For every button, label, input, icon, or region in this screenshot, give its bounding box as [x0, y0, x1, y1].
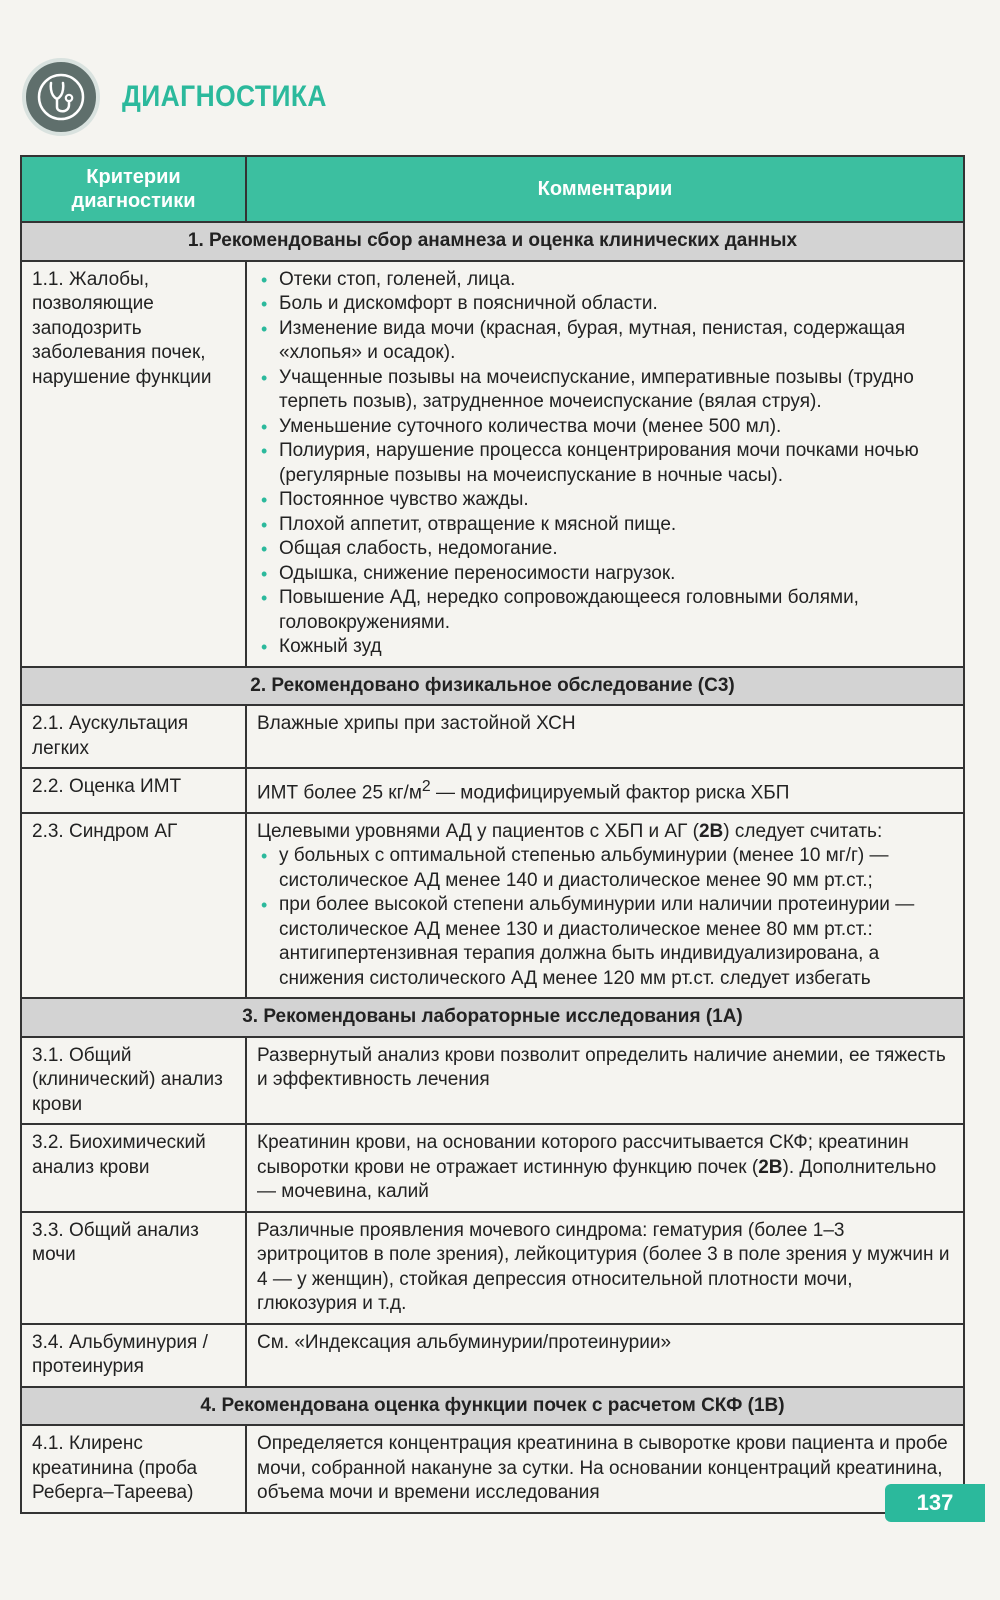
list-item: • Отеки стоп, голеней, лица. — [257, 268, 953, 293]
comment-cell: Влажные хрипы при застойной ХСН — [246, 705, 964, 768]
comment-cell: Различные проявления мочевого синдрома: гематурия (более 1–3 эритроцитов в поле зрения), лейкоцитурия (более 3 в поле зрения у мужчин и 4 — у женщин), стойкая депрессия относительной плотности мочи, глюкозурия и т.д. — [246, 1212, 964, 1324]
section-row — [21, 667, 964, 706]
table-row — [21, 1425, 964, 1513]
comment-text: ИМТ более 25 кг/м — [257, 782, 422, 804]
table-row — [21, 1124, 964, 1212]
section-title: 3. Рекомендованы лабораторные исследования (1А) — [21, 998, 964, 1037]
diagnostics-table — [20, 155, 965, 1514]
section-title: 1. Рекомендованы сбор анамнеза и оценка клинических данных — [21, 222, 964, 261]
list-item: • Учащенные позывы на мочеиспускание, императивные позывы (трудно терпеть позыв), затрудненное мочеиспускание (вялая струя). — [257, 366, 953, 415]
section-row — [21, 222, 964, 261]
column-header-criteria: Критерии диагностики — [21, 156, 246, 222]
list-item: • Общая слабость, недомогание. — [257, 537, 953, 562]
list-item: • Повышение АД, нередко сопровождающееся головными болями, головокружениями. — [257, 586, 953, 635]
table-row — [21, 261, 964, 667]
evidence-level: 2В — [758, 1156, 783, 1178]
comment-cell — [246, 813, 964, 999]
column-header-comments: Комментарии — [246, 156, 964, 222]
list-item: • Боль и дискомфорт в поясничной области. — [257, 292, 953, 317]
comment-cell: См. «Индексация альбуминурии/протеинурии» — [246, 1324, 964, 1387]
comment-text: Целевыми уровнями АД у пациентов с ХБП и АГ ( — [257, 820, 699, 842]
criterion-cell: 3.3. Общий анализ мочи — [21, 1212, 246, 1324]
bullet-list — [257, 844, 953, 991]
page-header — [22, 52, 622, 142]
comment-text: Креатинин крови, на основании которого рассчитывается СКФ; креатинин сыворотки крови не отражает истинную функцию почек ( — [257, 1132, 909, 1178]
criterion-cell: 4.1. Клиренс креатинина (проба Реберга–Тареева) — [21, 1425, 246, 1513]
comment-cell — [246, 768, 964, 813]
section-title: 4. Рекомендована оценка функции почек с расчетом СКФ (1В) — [21, 1387, 964, 1426]
superscript: 2 — [421, 778, 431, 795]
comment-cell: Развернутый анализ крови позволит определить наличие анемии, ее тяжесть и эффективность лечения — [246, 1037, 964, 1125]
list-item: • Одышка, снижение переносимости нагрузок. — [257, 562, 953, 587]
table-row — [21, 1324, 964, 1387]
table-row — [21, 813, 964, 999]
criterion-cell: 1.1. Жалобы, позволяющие заподозрить заболевания почек, нарушение функции — [21, 261, 246, 667]
table-row — [21, 768, 964, 813]
table-row — [21, 1037, 964, 1125]
comment-cell — [246, 1124, 964, 1212]
evidence-level: 2В — [698, 820, 724, 842]
comment-cell: Определяется концентрация креатинина в сыворотке крови пациента и пробе мочи, собранной накануне за сутки. На основании концентраций креатинина, объема мочи и времени исследования — [246, 1425, 964, 1513]
criterion-cell: 3.1. Общий (клинический) анализ крови — [21, 1037, 246, 1125]
stethoscope-icon — [22, 58, 100, 136]
list-item: • Полиурия, нарушение процесса концентрирования мочи почками ночью (регулярные позывы на мочеиспускание в ночные часы). — [257, 439, 953, 488]
list-item: • при более высокой степени альбуминурии или наличии протеинурии — систолическое АД менее 130 и диастолическое менее 80 мм рт.ст.: антигипертензивная терапия должна быть индивидуализирована, а снижения систолического АД менее 120 мм рт.ст. следует избегать — [257, 893, 953, 991]
comment-intro — [257, 820, 953, 845]
criterion-cell: 2.1. Аускультация легких — [21, 705, 246, 768]
table-row — [21, 1212, 964, 1324]
comment-cell — [246, 261, 964, 667]
criterion-cell: 2.3. Синдром АГ — [21, 813, 246, 999]
list-item: • Изменение вида мочи (красная, бурая, мутная, пенистая, содержащая «хлопья» и осадок). — [257, 317, 953, 366]
page-number: 137 — [885, 1484, 985, 1522]
list-item: • Постоянное чувство жажды. — [257, 488, 953, 513]
comment-text: ). Дополнительно — мочевина, калий — [257, 1156, 937, 1203]
criterion-cell: 3.4. Альбуминурия / протеинурия — [21, 1324, 246, 1387]
section-title: 2. Рекомендовано физикальное обследование (С3) — [21, 667, 964, 706]
list-item: • у больных с оптимальной степенью альбуминурии (менее 10 мг/г) — систолическое АД менее 140 и диастолическое менее 90 мм рт.ст.; — [257, 844, 953, 893]
table-row — [21, 705, 964, 768]
list-item: • Уменьшение суточного количества мочи (менее 500 мл). — [257, 415, 953, 440]
bullet-list — [257, 268, 953, 660]
list-item: • Плохой аппетит, отвращение к мясной пище. — [257, 513, 953, 538]
comment-text: — модифицируемый фактор риска ХБП — [430, 782, 790, 804]
section-row — [21, 998, 964, 1037]
list-item: • Кожный зуд — [257, 635, 953, 660]
criterion-cell: 2.2. Оценка ИМТ — [21, 768, 246, 813]
comment-text: ) следует считать: — [723, 820, 883, 842]
criterion-cell: 3.2. Биохимический анализ крови — [21, 1124, 246, 1212]
section-row — [21, 1387, 964, 1426]
table-header-row — [21, 156, 964, 222]
page-title: ДИАГНОСТИКА — [122, 80, 327, 113]
